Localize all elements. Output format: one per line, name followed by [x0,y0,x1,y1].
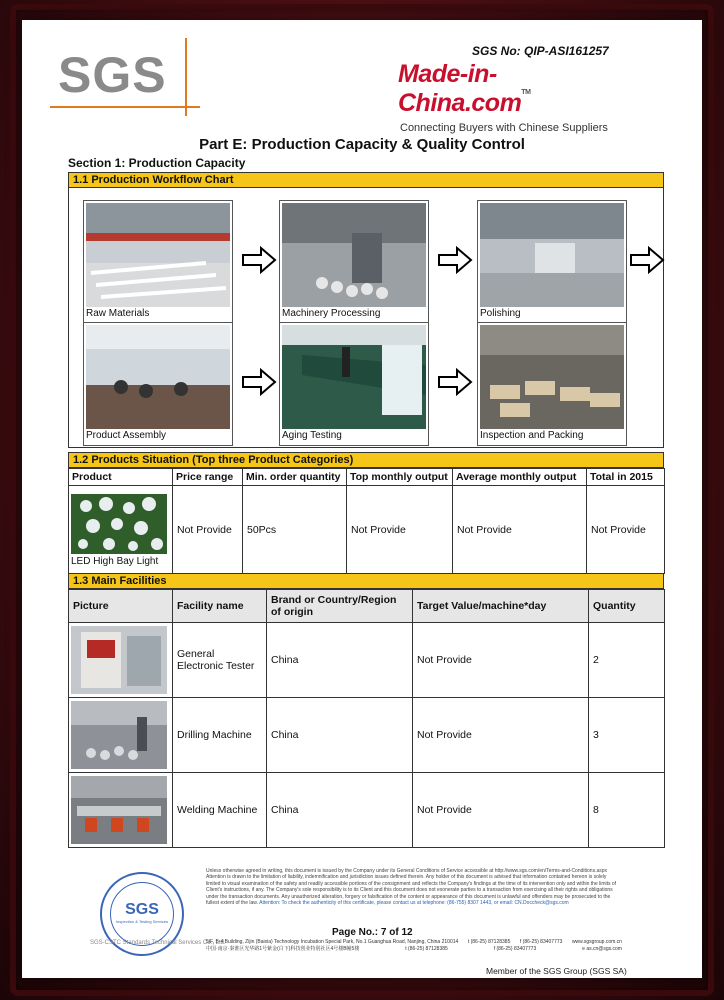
stamp-inner [110,882,174,946]
col-header: Min. order quantity [243,469,347,486]
table-row [69,623,665,698]
mic-tagline: Connecting Buyers with Chinese Suppliers [400,122,608,134]
facility-target: Not Provide [413,773,589,848]
email: e as.cn@sgs.com [582,946,622,952]
col-header: Price range [173,469,243,486]
facility-name: General Electronic Tester [173,623,267,698]
col-header: Average monthly output [453,469,587,486]
workflow-step [83,200,233,324]
workflow-step [83,322,233,446]
address-row [206,939,622,946]
electronic-tester-photo [71,626,167,694]
workflow-step [477,322,627,446]
facility-origin: China [267,698,413,773]
table-cell: Not Provide [453,486,587,574]
sgs-logo-text: SGS [58,47,167,103]
workflow-step-label: Machinery Processing [282,308,381,319]
member-note: Member of the SGS Group (SGS SA) [486,966,627,976]
products-header-row [69,469,665,486]
aging-testing-photo [282,325,426,429]
disclaimer [206,868,622,906]
facility-quantity: 8 [589,773,665,848]
workflow-bar: 1.1 Production Workflow Chart [68,172,664,188]
drilling-machine-photo [71,701,167,769]
mic-brand-text: Made-in-China.com [398,60,522,117]
facilities-bar: 1.3 Main Facilities [68,573,664,589]
col-header: Target Value/machine*day [413,590,589,623]
facility-target: Not Provide [413,623,589,698]
facility-picture-cell [69,773,173,848]
stamp-sub: Inspection & Testing Services [115,919,169,924]
facility-name: Drilling Machine [173,698,267,773]
welding-machine-photo [71,776,167,844]
facilities-table [68,589,665,848]
workflow-step-label: Product Assembly [86,430,167,441]
machinery-processing-photo [282,203,426,307]
arrow-right-icon [437,246,473,274]
arrow-right-icon [629,246,665,274]
table-row [69,773,665,848]
arrow-right-icon [437,368,473,396]
facility-origin: China [267,623,413,698]
sgs-number: SGS No: QIP-ASI161257 [472,44,609,58]
product-cell [69,486,173,574]
sgs-logo [50,38,210,118]
stamp-company: SGS-CSTC Standards Technical Services Co., Ltd. [90,940,226,946]
product-assembly-photo [86,325,230,429]
address-row [206,946,622,953]
logo-line-v [185,38,187,116]
page-number: Page No.: 7 of 12 [332,927,413,938]
arrow-right-icon [241,368,277,396]
logo-line-h [50,106,200,108]
table-cell: 50Pcs [243,486,347,574]
product-name: LED High Bay Light [71,555,159,567]
col-header: Quantity [589,590,665,623]
products-bar: 1.2 Products Situation (Top three Product Categories) [68,452,664,468]
col-header: Picture [69,590,173,623]
workflow-step-label: Aging Testing [282,430,342,441]
col-header: Facility name [173,590,267,623]
table-row [69,698,665,773]
attention-text: Attention: To check the authenticity of this certificate, please contact us at telephone: (86-755) 8307 1443, or email: CN.Doccheck@sgs.com [259,900,569,907]
table-cell: Not Provide [347,486,453,574]
facilities-header-row [69,590,665,623]
facility-picture-cell [69,698,173,773]
products-table [68,468,665,574]
workflow-step [477,200,627,324]
address-en: 5/F, B-4 Building, Zijin (Baixia) Technology Incubation Special Park, No.1 Guanghua Road, Nanjing, China 210014 [206,939,459,945]
workflow-chart [68,188,664,448]
address-block [206,939,622,953]
section-title: Section 1: Production Capacity [68,156,246,170]
raw-materials-photo [86,203,230,307]
facility-origin: China [267,773,413,848]
col-header: Brand or Country/Region of origin [267,590,413,623]
fax: f (86-25) 83407773 [519,939,563,945]
tel: t (86-25) 87128385 [405,946,448,952]
facility-quantity: 2 [589,623,665,698]
facility-quantity: 3 [589,698,665,773]
mic-brand [398,60,628,118]
mic-trademark: TM [521,89,531,96]
arrow-right-icon [241,246,277,274]
tel: t (86-25) 87128385 [467,939,511,945]
facility-name: Welding Machine [173,773,267,848]
stamp-text: SGS [125,901,159,918]
led-high-bay-photo [71,493,167,555]
table-cell: Not Provide [587,486,665,574]
col-header: Top monthly output [347,469,453,486]
col-header: Product [69,469,173,486]
website: www.sgsgroup.com.cn [571,939,622,945]
table-cell: Not Provide [173,486,243,574]
table-row [69,486,665,574]
made-in-china-logo [398,60,628,134]
part-title: Part E: Production Capacity & Quality Control [199,136,525,153]
workflow-step [279,322,429,446]
workflow-step-label: Inspection and Packing [480,430,584,441]
polishing-photo [480,203,624,307]
workflow-step-label: Polishing [480,308,521,319]
inspection-packing-photo [480,325,624,429]
facility-picture-cell [69,623,173,698]
workflow-step-label: Raw Materials [86,308,150,319]
workflow-step [279,200,429,324]
disclaimer-text: Unless otherwise agreed in writing, this document is issued by the Company under its General Conditions of Service accessible at http://www.sgs.com/en/Terms-and-Conditions.aspx Attention is drawn to the limitation of liability, indemnification and jurisdiction issues defined therein. Any holder of this document is advised that information contained hereon is solely limited to visual examination of the safety and readily accessible portions of the consignment and reflects the Company's findings at the time of its intervention only and within the limits of Client's instructions, if any. The Company's sole responsibility is to its Client and this document does not exonerate parties to a transaction from exercising all their rights and obligations under the transaction documents. Any unauthorized alteration, forgery or falsification of the content or appearance of this document is unlawful and offenders may be prosecuted to the fullest extent of the law. [206,868,617,907]
fax: f (86-25) 83407773 [493,946,537,952]
address-cn: 中国·南京·秦淮区光华路1号紫金(白下)科技创业特别社区4号楼B幢5楼 [206,946,360,952]
col-header: Total in 2015 [587,469,665,486]
facility-target: Not Provide [413,698,589,773]
